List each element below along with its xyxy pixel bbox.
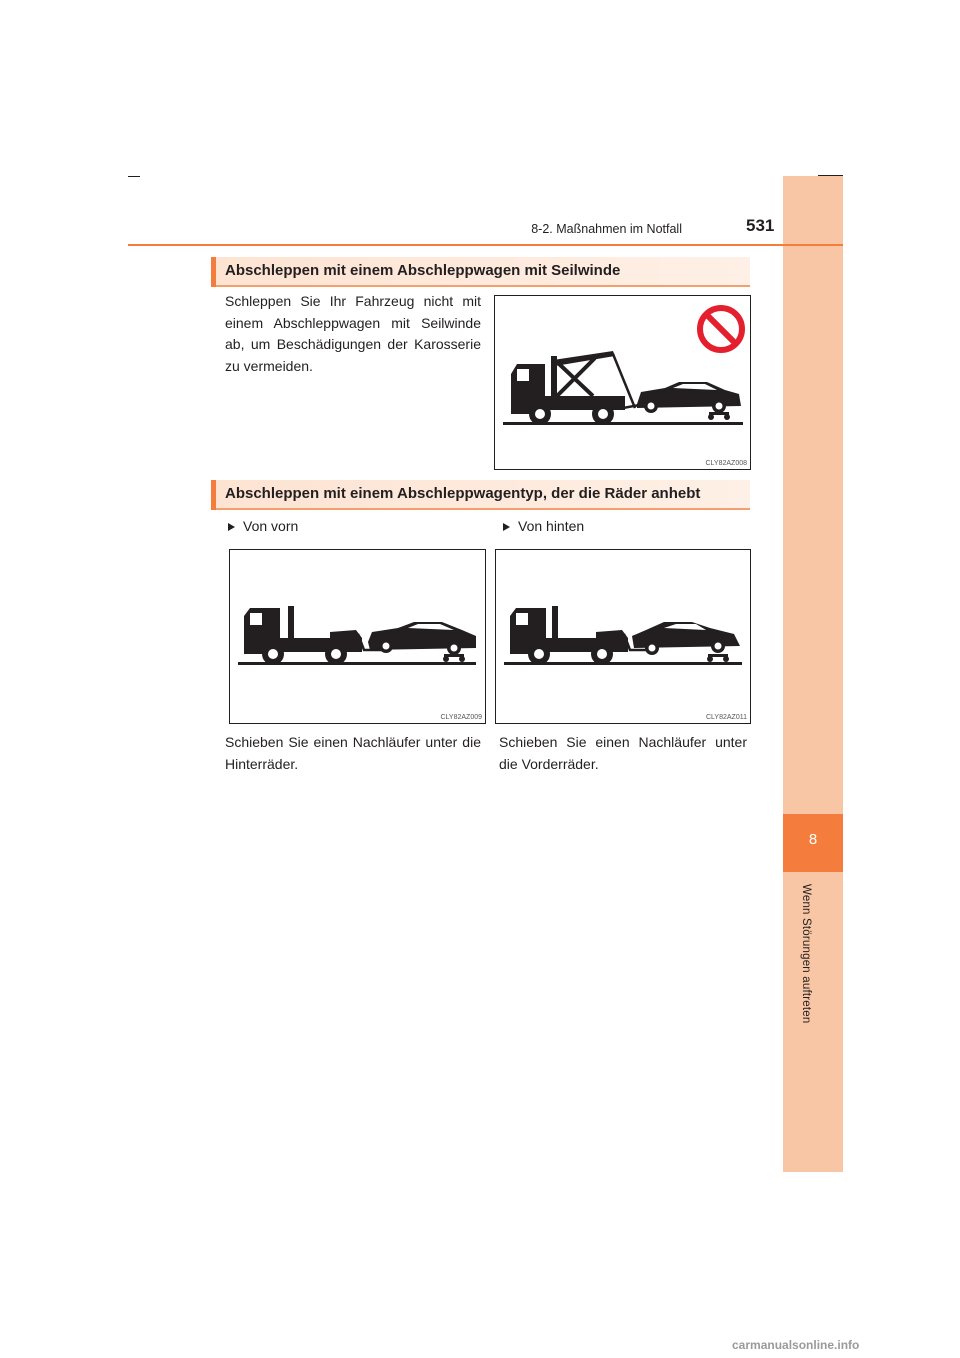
caption-from-front: Schieben Sie einen Nachläufer unter die Hinterräder. xyxy=(225,734,481,772)
prohibition-icon xyxy=(700,308,742,350)
chapter-title-vertical: Wenn Störungen auftreten xyxy=(800,884,812,1024)
tow-truck-icon xyxy=(244,606,382,665)
caption-from-rear: Schieben Sie einen Nachläufer unter die Vorderräder. xyxy=(499,734,747,772)
winch-tow-illustration xyxy=(495,296,750,469)
bullet-triangle-icon xyxy=(503,523,510,531)
figure-code: CLY82AZ008 xyxy=(705,460,747,467)
car-icon xyxy=(632,622,740,662)
section-title-wheel-lift: Abschleppen mit einem Abschleppwagentyp, der die Räder anhebt xyxy=(225,485,701,502)
label-from-rear: Von hinten xyxy=(518,518,585,534)
page-number: 531 xyxy=(746,216,775,235)
section-bar-winch xyxy=(211,257,750,287)
watermark: carmanualsonline.info xyxy=(732,1338,860,1352)
section-title-winch: Abschleppen mit einem Abschleppwagen mit Seilwinde xyxy=(225,262,621,279)
rear-tow-figure xyxy=(495,549,751,724)
tow-truck-icon xyxy=(511,351,645,425)
tow-truck-icon xyxy=(510,606,646,665)
car-icon xyxy=(637,382,741,420)
winch-tow-figure xyxy=(494,295,751,470)
header-rule xyxy=(128,244,843,246)
chapter-number-tab: 8 xyxy=(783,814,843,872)
header-section-title: 8-2. Maßnahmen im Notfall xyxy=(531,222,682,236)
winch-warning-text: Schleppen Sie Ihr Fahrzeug nicht mit einem Abschleppwagen mit Seilwinde ab, um Beschädigungen der Karosserie zu vermeiden. xyxy=(225,293,481,374)
car-icon xyxy=(368,622,476,662)
front-tow-illustration xyxy=(230,550,485,723)
front-tow-figure xyxy=(229,549,486,724)
figure-code: CLY82AZ011 xyxy=(706,714,747,721)
chapter-side-tab xyxy=(783,176,843,1172)
figure-code: CLY82AZ009 xyxy=(440,714,482,721)
section-bar-wheel-lift xyxy=(211,480,750,510)
label-from-front: Von vorn xyxy=(243,518,299,534)
crop-mark-top-left xyxy=(128,176,140,177)
rear-tow-illustration xyxy=(496,550,750,723)
bullet-triangle-icon xyxy=(228,523,235,531)
